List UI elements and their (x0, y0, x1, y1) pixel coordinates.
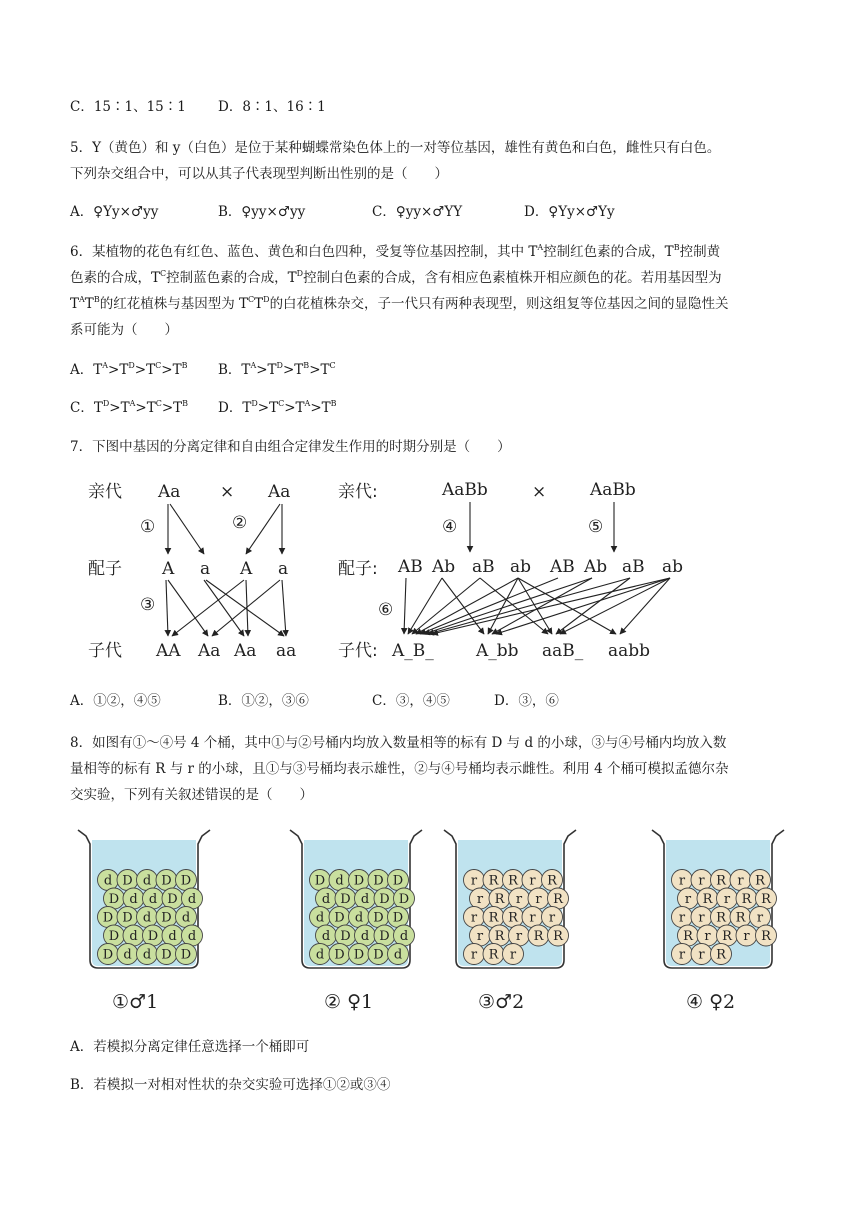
ball-label: d (123, 947, 132, 963)
ball-label: R (488, 910, 499, 926)
ball-label: D (147, 929, 159, 944)
q5-stem-line1: 5．Y（黄色）和 y（白色）是位于某种蝴蝶常染色体上的一对等位基因，雄性有黄色和白色，雌性只有白色。 (70, 140, 721, 156)
left-offspring-4: aa (276, 641, 297, 661)
left-cross: × (220, 482, 235, 502)
ball-label: r (515, 929, 523, 944)
ball-label: d (354, 910, 364, 926)
ball-label: r (529, 910, 536, 926)
bucket-1 (78, 830, 210, 1013)
ball-label: d (187, 929, 197, 944)
ball-label: R (488, 873, 499, 889)
ball-label: r (678, 910, 686, 926)
right-gamete-7: aB (622, 557, 645, 577)
bucket-caption: ② ♀1 (324, 991, 374, 1013)
ball-label: R (735, 910, 746, 926)
left-gamete-4: a (278, 559, 289, 579)
ball-label: d (393, 947, 403, 963)
ball-label: D (392, 910, 404, 926)
ball-label: r (470, 947, 478, 963)
ball-label: d (129, 929, 138, 944)
ball-label: d (148, 892, 158, 907)
q4-option-c: C．15∶1、15∶1 (70, 99, 186, 115)
ball-label: D (122, 873, 133, 889)
step-2: ② (232, 513, 248, 533)
ball-label: D (334, 947, 345, 963)
right-offspring-2: A_bb (476, 641, 519, 661)
q8-stem-line2: 量相等的标有 R 与 r 的小球，且①与③号桶均表示雄性，②与④号桶均表示雌性。利用 4 个桶可模拟孟德尔杂 (70, 761, 729, 777)
q6-stem-line3: $T^AT^B$的红花植株与基因型为 $T^CT^D$的白花植株杂交，子一代只有两种表现型，则这组复等位基因之间的显隐性关 (70, 295, 729, 312)
ball-label: D (340, 892, 351, 907)
left-offspring-1: AA (156, 641, 181, 661)
ball-label: R (508, 873, 518, 889)
q5-option-a: A．♀Yy×♂yy (70, 204, 159, 220)
q7-option-d: D．③，⑥ (494, 693, 559, 709)
right-gamete-4: ab (510, 557, 532, 577)
ball-label: D (161, 947, 172, 963)
q7-genetics-diagram (80, 470, 780, 670)
arrow (282, 580, 286, 636)
right-parent-1: AaBb (442, 480, 488, 500)
ball-label: r (476, 929, 484, 944)
step-3: ③ (140, 595, 156, 615)
ball-label: r (548, 910, 556, 926)
step-4: ④ (442, 517, 458, 537)
ball-label: r (698, 910, 705, 926)
ball-label: R (716, 873, 726, 889)
step-6: ⑥ (378, 600, 394, 620)
ball-label: R (553, 929, 563, 944)
ball-label: D (353, 873, 365, 889)
q7-stem: 7．下图中基因的分离定律和自由组合定律发生作用的时期分别是（ ） (70, 439, 511, 455)
right-cross: × (532, 482, 547, 502)
ball-label: d (187, 892, 197, 907)
ball-label: D (180, 873, 192, 889)
ball-label: r (470, 873, 478, 889)
arrow (428, 578, 630, 634)
ball-label: R (716, 947, 726, 963)
ball-label: r (509, 947, 517, 963)
q8-option-b: B．若模拟一对相对性状的杂交实验可选择①②或③④ (70, 1077, 391, 1093)
ball-label: D (373, 873, 384, 889)
ball-label: R (722, 929, 732, 944)
ball-label: d (142, 910, 152, 926)
left-parent-label: 亲代 (88, 482, 122, 502)
ball-label: D (167, 892, 178, 907)
step-5: ⑤ (588, 517, 604, 537)
q5-option-c: C．♀yy×♂YY (372, 204, 463, 220)
left-offspring-label: 子代 (88, 641, 122, 661)
bucket-4 (652, 830, 784, 1013)
ball-label: r (529, 873, 536, 889)
right-offspring-label: 子代: (338, 641, 378, 661)
q8-buckets-figure (0, 820, 860, 1020)
q6-option-b: B．$T^A>T^D>T^B>T^C$ (218, 361, 336, 378)
ball-label: r (476, 892, 484, 907)
ball-label: d (321, 929, 331, 944)
ball-label: R (702, 892, 713, 907)
ball-label: d (103, 873, 113, 889)
ball-label: R (494, 929, 505, 944)
ball-label: d (360, 892, 370, 907)
bucket-caption: ④ ♀2 (686, 991, 736, 1013)
ball-label: d (360, 929, 370, 944)
left-offspring-2: Aa (198, 641, 221, 661)
ball-label: r (470, 910, 478, 926)
arrow (204, 580, 244, 636)
bucket-2 (290, 830, 422, 1013)
left-parent-1: Aa (158, 482, 181, 502)
q6-option-d: D．$T^D>T^C>T^A>T^B$ (218, 399, 337, 416)
ball-label: d (142, 873, 152, 889)
bucket-caption: ③♂2 (478, 991, 525, 1013)
ball-label: D (398, 892, 410, 907)
right-parent-2: AaBb (590, 480, 636, 500)
ball-label: r (743, 929, 750, 944)
right-offspring-3: aaB_ (542, 641, 584, 661)
ball-label: r (737, 873, 744, 889)
ball-label: D (373, 947, 384, 963)
ball-label: r (678, 947, 686, 963)
ball-label: d (142, 947, 152, 963)
ball-label: D (340, 929, 351, 944)
right-offspring-1: A_B_ (392, 641, 434, 661)
right-gamete-8: ab (662, 557, 684, 577)
q5-stem-line2: 下列杂交组合中，可以从其子代表现型判断出性别的是（ ） (70, 166, 448, 182)
right-gamete-label: 配子: (338, 559, 378, 579)
q8-option-a: A．若模拟分离定律任意选择一个桶即可 (70, 1039, 310, 1055)
right-gamete-5: AB (550, 557, 575, 577)
left-parent-2: Aa (268, 482, 291, 502)
ball-label: R (508, 910, 518, 926)
ball-label: d (399, 929, 409, 944)
left-gamete-1: A (162, 559, 175, 579)
ball-label: R (761, 892, 771, 907)
right-gamete-6: Ab (584, 557, 608, 577)
arrow (408, 578, 442, 634)
q6-stem-line2: 色素的合成，$T^C$控制蓝色素的合成，$T^D$控制白色素的合成，含有相应色素植株开相应颜色的花。若用基因型为 (70, 269, 722, 286)
q6-stem-line1: 6．某植物的花色有红色、蓝色、黄色和白色四种，受复等位基因控制，其中 $T^A$控制红色素的合成，$T^B$控制黄 (70, 243, 721, 260)
ball-label: R (761, 929, 771, 944)
right-gamete-1: AB (398, 557, 423, 577)
bucket-3 (444, 830, 576, 1013)
ball-label: R (533, 929, 544, 944)
q7-option-a: A．①②，④⑤ (70, 693, 161, 709)
ball-label: R (683, 929, 693, 944)
ball-label: r (698, 873, 705, 889)
ball-label: d (129, 892, 138, 907)
bucket-caption: ①♂1 (112, 991, 159, 1013)
ball-label: R (755, 873, 765, 889)
ball-label: r (515, 892, 523, 907)
ball-label: D (102, 910, 114, 926)
ball-label: R (488, 947, 499, 963)
ball-label: D (108, 892, 120, 907)
arrow (496, 578, 670, 634)
ball-label: d (321, 892, 331, 907)
ball-label: D (334, 910, 345, 926)
ball-label: D (314, 873, 326, 889)
ball-label: d (315, 910, 325, 926)
arrow (170, 504, 204, 554)
q5-option-b: B．♀yy×♂yy (218, 204, 306, 220)
arrow (246, 504, 280, 554)
ball-label: d (181, 910, 191, 926)
left-gamete-3: A (240, 559, 253, 579)
ball-label: D (161, 873, 172, 889)
ball-label: D (102, 947, 114, 963)
ball-label: R (547, 873, 557, 889)
ball-label: d (315, 947, 325, 963)
ball-label: R (741, 892, 752, 907)
ball-label: D (122, 910, 133, 926)
ball-label: R (716, 910, 726, 926)
ball-label: r (698, 947, 705, 963)
q5-option-d: D．♀Yy×♂Yy (524, 204, 615, 220)
ball-label: r (723, 892, 731, 907)
ball-label: R (494, 892, 505, 907)
left-gamete-label: 配子 (88, 559, 122, 579)
q8-stem-line1: 8．如图有①～④号 4 个桶，其中①与②号桶内均放入数量相等的标有 D 与 d 的小球，③与④号桶内均放入数 (70, 735, 727, 751)
ball-label: D (180, 947, 192, 963)
ball-label: R (553, 892, 563, 907)
q4-option-d: D．8∶1、16∶1 (218, 99, 326, 115)
arrow (166, 580, 168, 636)
ball-label: D (373, 910, 384, 926)
ball-label: D (161, 910, 172, 926)
ball-label: r (756, 910, 764, 926)
right-parent-label: 亲代: (338, 482, 378, 502)
ball-label: d (335, 873, 344, 889)
left-offspring-3: Aa (234, 641, 257, 661)
q6-option-a: A．$T^A>T^D>T^C>T^B$ (70, 361, 188, 378)
q6-option-c: C．$T^D>T^A>T^C>T^B$ (70, 399, 189, 416)
q8-stem-line3: 交实验，下列有关叙述错误的是（ ） (70, 787, 313, 803)
arrow (206, 580, 284, 636)
left-gamete-2: a (200, 559, 211, 579)
right-gamete-3: aB (472, 557, 495, 577)
q7-option-b: B．①②，③⑥ (218, 693, 309, 709)
ball-label: r (678, 873, 686, 889)
ball-label: D (379, 929, 390, 944)
ball-label: D (108, 929, 120, 944)
q7-option-c: C．③，④⑤ (372, 693, 450, 709)
arrow (172, 580, 244, 636)
ball-label: d (168, 929, 177, 944)
step-1: ① (140, 517, 156, 537)
ball-label: r (535, 892, 542, 907)
ball-label: D (353, 947, 365, 963)
ball-label: r (684, 892, 692, 907)
right-gamete-2: Ab (432, 557, 456, 577)
q6-stem-line4: 系可能为（ ） (70, 322, 178, 338)
ball-label: r (704, 929, 711, 944)
ball-label: D (379, 892, 390, 907)
arrow (404, 578, 406, 634)
arrow (168, 580, 208, 636)
ball-label: D (392, 873, 404, 889)
right-offspring-4: aabb (608, 641, 651, 661)
